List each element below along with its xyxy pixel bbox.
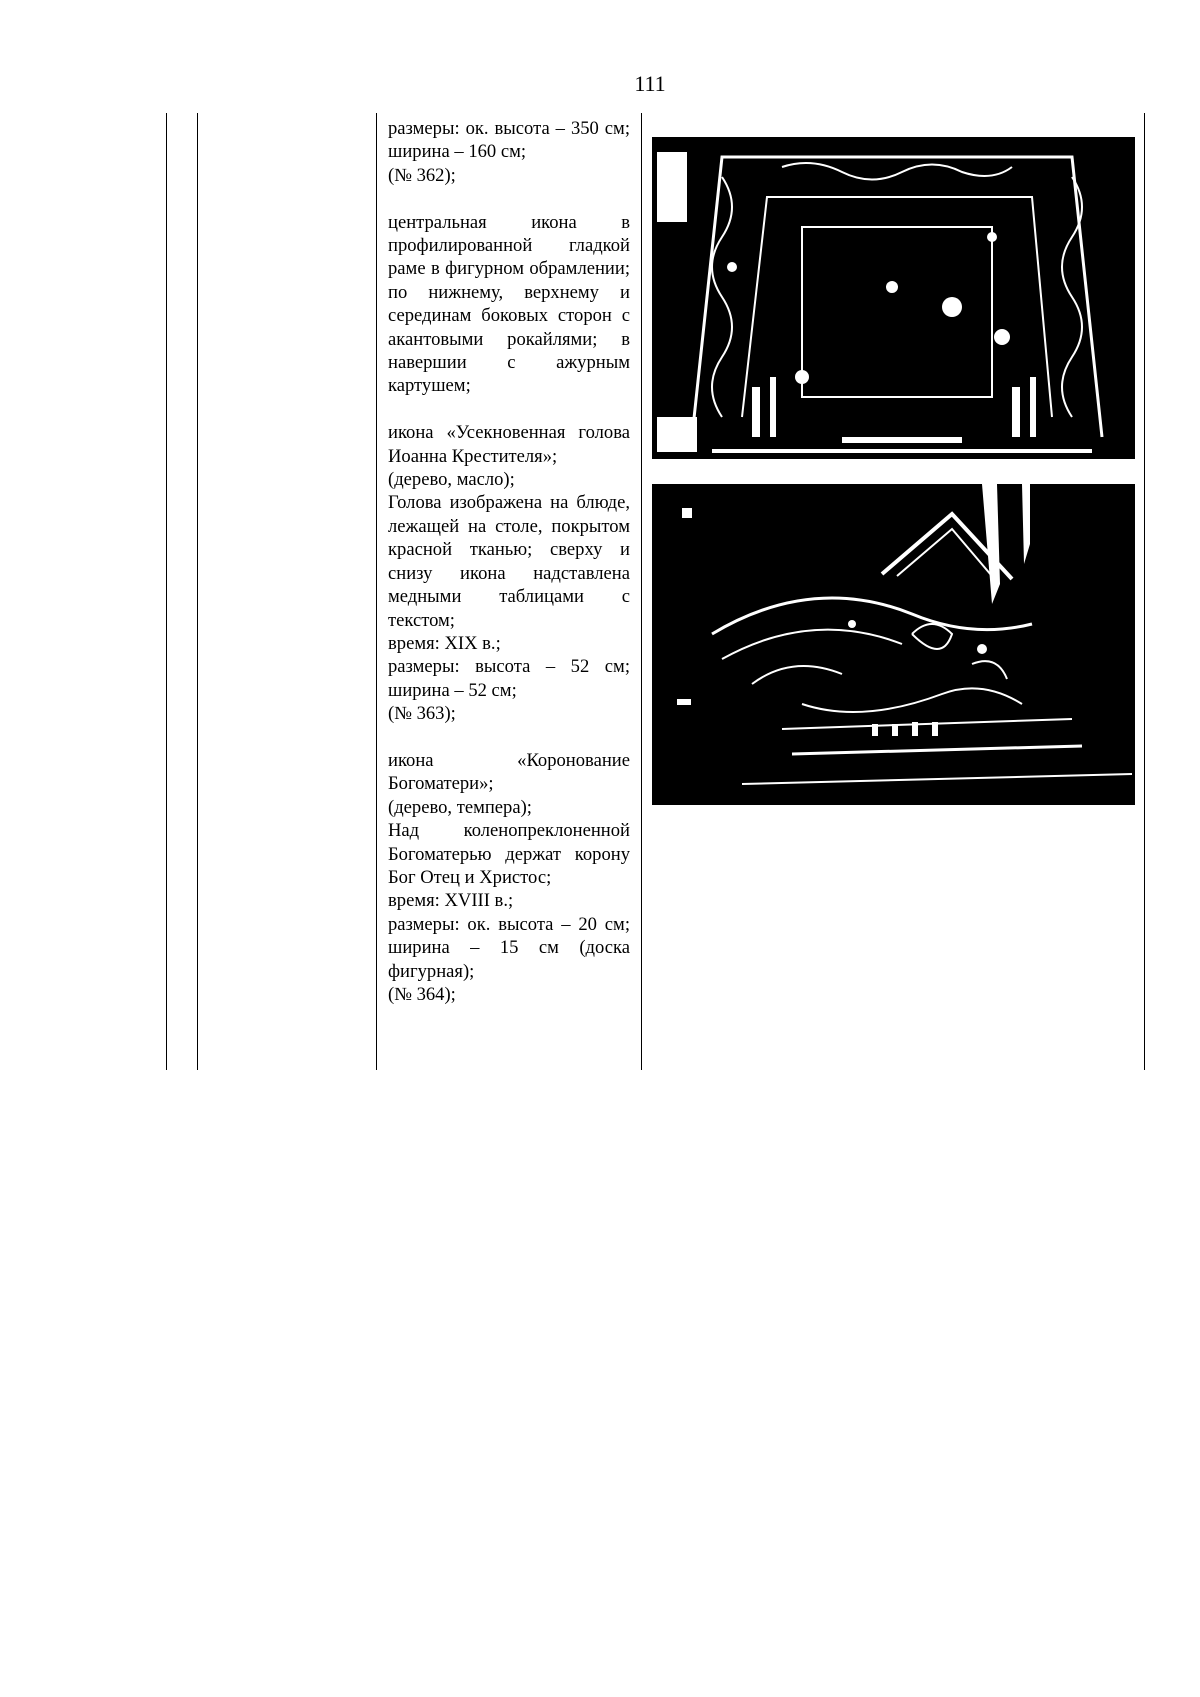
entry-central-icon [388,211,630,398]
photo-carved-detail-image [652,484,1135,805]
entry-line: размеры: ок. высота – 350 см; ширина – 160 см; [388,118,630,163]
table-column-divider-1 [197,113,198,1070]
table-border-left [166,113,167,1070]
entry-line: икона «Усекновенная голова Иоанна Крестителя»; [388,422,630,467]
entry-line: (№ 363); [388,703,456,725]
entry-line: Голова изображена на блюде, лежащей на столе, покрытом красной тканью; сверху и снизу икона надставлена медными таблицами с текстом; [388,492,630,631]
entry-icon-364 [388,749,630,1006]
photo-iconostasis-frame [652,137,1135,459]
entry-line: центральная икона в профилированной гладкой раме в фигурном обрамлении; по нижнему, верхнему и серединам боковых сторон с акантовыми рокайлями; в навершии с ажурным картушем; [388,211,630,397]
description-column [388,117,630,1030]
table-border-right [1144,113,1145,1070]
entry-line: размеры: высота – 52 см; ширина – 52 см; [388,656,630,701]
page-number: 111 [634,71,666,96]
entry-line: (дерево, масло); [388,469,515,491]
table-column-divider-2 [376,113,377,1070]
entry-size-362 [388,117,630,187]
entry-line: (№ 364); [388,983,456,1005]
entry-icon-363 [388,421,630,725]
entry-line: икона «Коронование Богоматери»; [388,749,630,795]
entry-line: (дерево, темпера); [388,796,532,818]
entry-line: размеры: ок. высота – 20 см; ширина – 15 см (доска фигурная); [388,913,630,982]
entry-line: (№ 362); [388,164,456,186]
photo-iconostasis-frame-image [652,137,1135,459]
entry-line: Над коленопреклоненной Богоматерью держат корону Бог Отец и Христос; [388,820,630,888]
entry-line: время: XIX в.; [388,632,501,654]
entry-line: время: XVIII в.; [388,890,514,912]
table-column-divider-3 [641,113,642,1070]
photo-carved-detail [652,484,1135,805]
